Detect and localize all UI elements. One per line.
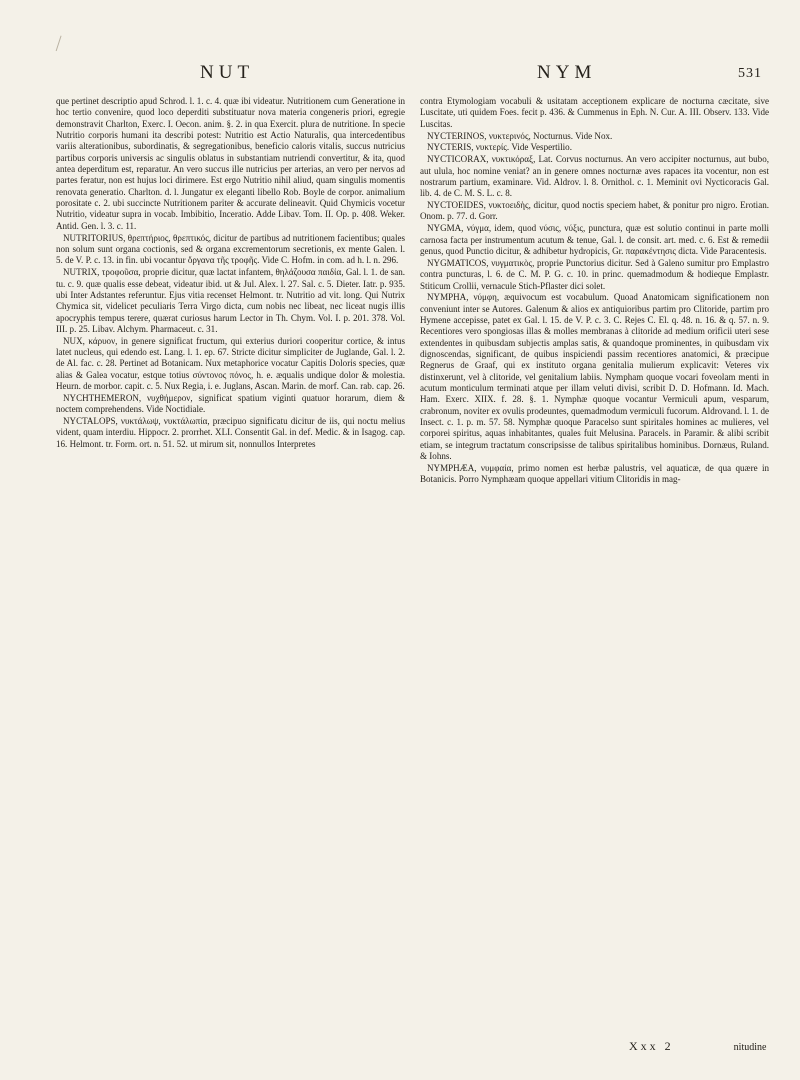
page-number: 531 bbox=[738, 66, 762, 81]
entry-nutritorius: NUTRITORIUS, θρεπτήριος, θρεπτικός, dicitur de partibus ad nutritionem facientibus; quales non solum sunt organa coctionis, sed & organa excrementorum secretionis, ex mente Galen. l. 5. de V. P. c. 13. in fin. ubi vocantur ὄργανα τῆς τροφῆς. Vide C. Hofm. in com. ad h. l. n. 296. bbox=[56, 232, 405, 266]
entry-nyctalops-continuation: contra Etymologiam vocabuli & usitatam acceptionem explicare de nocturna cæcitate, sive Luscitate, uti quidem Foes. fecit p. 436. & Cummenus in Eph. N. Cur. A. III. Observ. 133. Vide Luscitas. bbox=[420, 96, 769, 129]
margin-pencil-mark bbox=[56, 36, 66, 53]
entry-nygma: NYGMA, νύγμα, idem, quod νύσις, νύξις, punctura, quæ est solutio continui in parte molli carnosa facta per instrumentum acutum & tenue, Gal. l. de consit. art. med. c. 6. Est & remedii genus, quod Punctio dicitur, & adhibetur hydropicis, Gr. παρακέντησις dicta. Vide Paracentesis. bbox=[420, 223, 769, 256]
running-head-right: NYM bbox=[537, 62, 597, 83]
signature-and-catchword bbox=[629, 1039, 766, 1054]
right-column bbox=[420, 96, 769, 1026]
running-head-left: NUT bbox=[200, 62, 255, 83]
entry-nyctoeides: NYCTOEIDES, νυκτοειδὴς, dicitur, quod noctis speciem habet, & ponitur pro nigro. Erotian. Onom. p. 77. d. Gorr. bbox=[420, 200, 769, 222]
entry-nux: NUX, κάρυον, in genere significat fructum, qui exterius duriori cooperitur cortice, & intus latet nucleus, qui edendo est. Lang. l. 1. ep. 67. Stricte dicitur simpliciter de Juglande, Gal. l. 2. de Al. fac. c. 28. Pertinet ad Botanicam. Nux metaphorice vocatur Capitis Doloris species, quæ alias & Galea vocatur, estque totius σύντονος πόνος, h. e. æqualis undique dolor & molestia. Heurn. de morbor. capit. c. 5. Nux Regia, i. e. Juglans, Ascan. Marin. de morf. Can. rab. cap. 26. bbox=[56, 335, 405, 392]
entry-nymphaea: NYMPHÆA, νυμφαία, primo nomen est herbæ palustris, vel aquaticæ, de qua quære in Botanicis. Porro Nymphæam quoque appellari vitium Clitoridis in mag- bbox=[420, 463, 769, 485]
entry-nyctalops: NYCTALOPS, νυκτάλωψ, νυκτάλωπία, præcipuo significatu dicitur de iis, qui noctu melius vident, quam interdiu. Hippocr. 2. prorrhet. XLI. Consentit Gal. in def. Medic. & in Isagog. cap. 16. Helmont. tr. Form. ort. n. 51. 52. ut mirum sit, nonnullos Interpretes bbox=[56, 416, 405, 449]
signature-mark: Xxx 2 bbox=[629, 1039, 674, 1053]
entry-nutrix: NUTRIX, τροφοῦσα, proprie dicitur, quæ lactat infantem, θηλάζουσα παιδία, Gal. l. 1. de san. tu. c. 9. quæ qualis esse debeat, videatur ibid. ut & Jul. Alex. l. 27. Sal. c. 5. Dieter. Iatr. p. 935. ubi Inter Adstantes referuntur. Ejus vitia recenset Helmont. tr. Nutritio ad vit. long. Qui Nutrix Chymica sit, videlicet peculiaris Terra Virgo dicta, cum nobis nec libeat, nec liceat nugis illis apocryphis tempus terere, quærat curiosus harum Lector in Th. Chym. Vol. I. p. 201. 378. Vol. III. p. 25. Libav. Alchym. Pharmaceut. c. 31. bbox=[56, 267, 405, 334]
entry-nychthemeron: NYCHTHEMERON, νυχθήμερον, significat spatium viginti quatuor horarum, diem & noctem comprehendens. Vide Noctidiale. bbox=[56, 392, 405, 415]
entry-nympha: NYMPHA, νύμφη, æquivocum est vocabulum. Quoad Anatomicam significationem non conveniunt inter se Autores. Galenum & alios ex antiquioribus partim pro Clitoride, partim pro Hymene accepisse, patet ex Gal. l. 15. de V. P. c. 3. C. Rejes C. El. q. 48. n. 16. & q. 57. n. 9. Recentiores vero spongiosas illas & molles membranas à clitoride ad medium orificii uteri sese extendentes in quibusdam subjectis amplas satis, & quandoque prominentes, in quibusdam vix dignoscendas, significant, de quibus inspiciendi passim recentiores anatomici, & præcipue Regnerus de Graaf, qui ex instituto organa genitalia mulierum explicavit: Veteres vix distinxerunt, vel à clitoride, vel genitalium labiis. Nympham quoque vocari foveolam menti in acutum monticulum terminati atque per illam veluti divisi, scribit D. D. Hofmann. Id. Mach. Ham. Exerc. XIIX. f. 28. §. 1. Nymphæ quoque vocantur Vermiculi apum, vesparum, crabronum, noviter ex ovulis prodeuntes, quemadmodum vermiculi fucorum. Aldrovand. l. 1. de Insect. c. 1. p. m. 57. 58. Nymphæ quoque Paracelso sunt spiritales homines ac mulieres, vel corporei spiritus, aquas inhabitantes, quales fuit Melusina. Paracels. in Paramir. & alibi scribit etiam, se integrum tractatum conscripsisse de talibus spiritalibus hominibus. Dornæus, Ruland. & Iohns. bbox=[420, 292, 769, 462]
entry-nygmaticos: NYGMATICOS, νυγματικὸς, proprie Punctorius dicitur. Sed à Galeno sumitur pro Emplastro contra puncturas, l. 6. de C. M. P. G. c. 10. in princ. quemadmodum & hodieque Emplastr. Stiticum Crollii, vernacule Stich-Pflaster dici solet. bbox=[420, 257, 769, 291]
left-column bbox=[56, 96, 405, 1026]
catchword: nitudine bbox=[733, 1042, 767, 1053]
entry-nycticorax: NYCTICORAX, νυκτικόραξ, Lat. Corvus nocturnus. An vero accipiter nocturnus, aut bubo, aut ulula, hoc nomine veniat? an in genere omnes nocturnæ aves rapaces ita vocentur, non est nostrarum partium, examinare. Vid. Aldrov. l. 8. Ornithol. c. 1. Meminit ovi Nycticoracis Gal. lib. 4. de C. M. S. L. c. 8. bbox=[420, 154, 769, 199]
entry-nycteris: NYCTERIS, νυκτερίς. Vide Vespertilio. bbox=[427, 142, 572, 153]
entry-nutritio-continuation: que pertinet descriptio apud Schrod. l. 1. c. 4. quæ ibi videatur. Nutritionem cum Generatione in hoc tertio convenire, quod loco deperditi substituatur nova materia congeneris priori, egregie demonstravit Charlton, Exerc. I. Oecon. anim. §. 2. in qua Exercit. plura de nutritione. In specie Nutritio corporis humani ita describi potest: Nutritio est Actio Naturalis, qua intercedentibus variis alterationibus, subordinatis, & segregationibus, beneficio caloris vitalis, succus nutricius partibus corporis universis ac singulis oblatus in substantiam nutriendi convertitur, & ita, quod antea deperditum est, reparatur. An vero succus ille nutricius per arterias, an vero per nervos ad partes feratur, non est hujus loci dirimere. Est ergo Nutritio nihil aliud, quam singulis momentis renovata generatio. Charlton. d. l. Jungatur ex eleganti libello Rob. Boyle de corpor. animalium porositate c. 2. ubi succincte Nutritionem pariter & accurate delineavit. Quid Chymicis vocetur Nutritio, videatur supra in vocab. Imbibitio, Inceratio. Adde Libav. Tom. II. Op. p. 408. Weker. Antid. Gen. l. 3. c. 11. bbox=[56, 96, 405, 231]
entry-nycterinos: NYCTERINOS, νυκτερινός, Nocturnus. Vide Nox. bbox=[427, 130, 613, 141]
